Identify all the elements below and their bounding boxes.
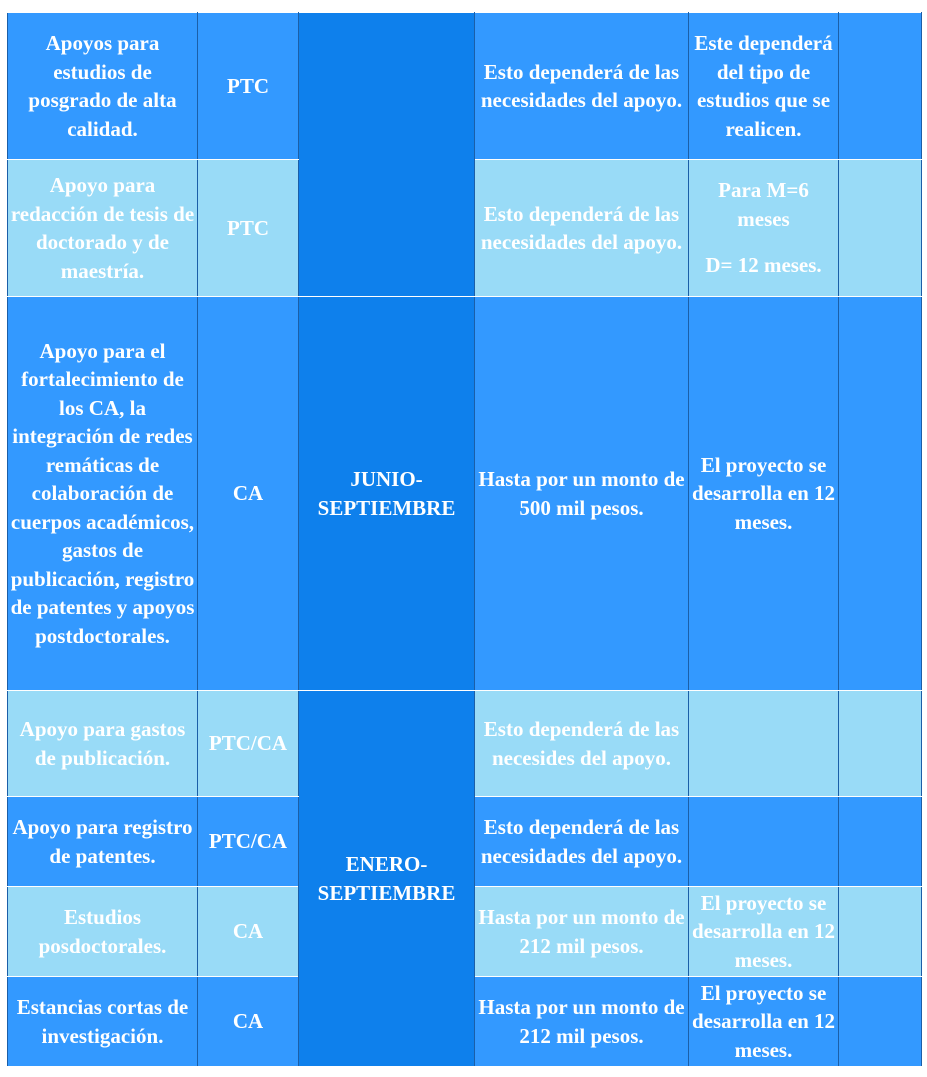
beneficiary-cell: CA bbox=[198, 887, 299, 977]
duration-cell: El proyecto se desarrolla en 12 meses. bbox=[689, 887, 839, 977]
beneficiary-cell: PTC/CA bbox=[198, 691, 299, 797]
duration-line-master: Para M=6 meses bbox=[718, 178, 809, 231]
duration-cell: Este dependerá del tipo de estudios que se realicen. bbox=[689, 13, 839, 160]
duration-cell bbox=[689, 797, 839, 887]
empty-cell bbox=[839, 13, 922, 160]
empty-cell bbox=[839, 887, 922, 977]
support-type-cell: Estancias cortas de investigación. bbox=[8, 977, 198, 1067]
empty-cell bbox=[839, 691, 922, 797]
support-type-cell: Apoyo para redacción de tesis de doctorado y de maestría. bbox=[8, 160, 198, 297]
table-row bbox=[8, 691, 922, 797]
amount-cell: Esto dependerá de las necesides del apoyo. bbox=[475, 691, 689, 797]
empty-cell bbox=[839, 797, 922, 887]
amount-cell: Esto dependerá de las necesidades del apoyo. bbox=[475, 160, 689, 297]
amount-cell: Hasta por un monto de 212 mil pesos. bbox=[475, 887, 689, 977]
amount-cell: Hasta por un monto de 500 mil pesos. bbox=[475, 297, 689, 691]
period-cell-enero: ENERO-SEPTIEMBRE bbox=[299, 691, 475, 1067]
support-type-cell: Apoyo para gastos de publicación. bbox=[8, 691, 198, 797]
support-type-cell: Estudios posdoctorales. bbox=[8, 887, 198, 977]
empty-cell bbox=[839, 297, 922, 691]
support-table bbox=[7, 12, 922, 1067]
support-type-cell: Apoyo para registro de patentes. bbox=[8, 797, 198, 887]
amount-cell: Esto dependerá de las necesidades del apoyo. bbox=[475, 797, 689, 887]
period-cell-empty bbox=[299, 13, 475, 297]
beneficiary-cell: CA bbox=[198, 977, 299, 1067]
duration-cell: El proyecto se desarrolla en 12 meses. bbox=[689, 297, 839, 691]
duration-cell bbox=[689, 160, 839, 297]
empty-cell bbox=[839, 160, 922, 297]
duration-cell bbox=[689, 691, 839, 797]
duration-line-doctorate: D= 12 meses. bbox=[705, 253, 822, 278]
beneficiary-cell: PTC/CA bbox=[198, 797, 299, 887]
table-row bbox=[8, 13, 922, 160]
support-type-cell: Apoyo para el fortalecimiento de los CA, la integración de redes remáticas de colaboración de cuerpos académicos, gastos de publicación, registro de patentes y apoyos postdoctorales. bbox=[8, 297, 198, 691]
amount-cell: Esto dependerá de las necesidades del apoyo. bbox=[475, 13, 689, 160]
support-type-cell: Apoyos para estudios de posgrado de alta calidad. bbox=[8, 13, 198, 160]
duration-cell: El proyecto se desarrolla en 12 meses. bbox=[689, 977, 839, 1067]
period-cell-junio: JUNIO-SEPTIEMBRE bbox=[299, 297, 475, 691]
amount-cell: Hasta por un monto de 212 mil pesos. bbox=[475, 977, 689, 1067]
beneficiary-cell: CA bbox=[198, 297, 299, 691]
beneficiary-cell: PTC bbox=[198, 160, 299, 297]
empty-cell bbox=[839, 977, 922, 1067]
beneficiary-cell: PTC bbox=[198, 13, 299, 160]
table-row bbox=[8, 297, 922, 691]
line-gap bbox=[691, 233, 836, 251]
